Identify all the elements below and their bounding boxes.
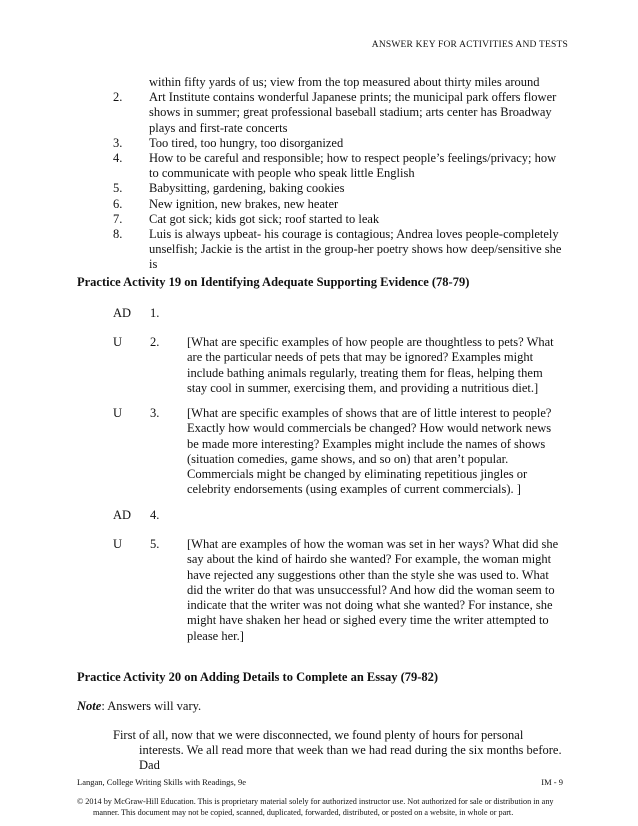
list-item xyxy=(113,181,573,196)
numbered-answer-list xyxy=(113,75,573,273)
essay-line: First of all, now that we were disconnected, we found plenty of hours for personal xyxy=(113,728,524,742)
list-item xyxy=(113,227,573,273)
item-text: [What are specific examples of how people are thoughtless to pets? What are the particular needs of pets that may be ignored? Examples might include bathing animals regularly, treating them for fleas, helping them stay cool in summer, exercising them, and providing a nutritious diet.] xyxy=(187,335,554,395)
item-number: 2. xyxy=(150,335,160,349)
item-text: New ignition, new brakes, new heater xyxy=(149,196,339,211)
activity-item xyxy=(113,306,573,321)
item-number: 1. xyxy=(150,306,160,320)
item-text xyxy=(187,508,573,523)
essay-paragraph xyxy=(113,728,575,774)
item-text xyxy=(187,306,573,321)
item-number xyxy=(113,75,149,90)
item-text: [What are specific examples of shows that are of little interest to people? Exactly how would commercials be changed? How would network news be made more interesting? Examples might include the names of shows (situation comedies, game shows, and so on) that aren’t popular. Commercials might be changed by eliminating repetitious jingles or celebrity endorsements (using examples of current commercials). ] xyxy=(187,406,552,497)
item-number: 6. xyxy=(113,196,123,211)
item-code: U xyxy=(113,335,123,349)
item-text: How to be careful and responsible; how to respect people’s feelings/privacy; how to communicate with people who speak little English xyxy=(149,151,557,181)
item-text: Babysitting, gardening, baking cookies xyxy=(149,181,345,196)
item-number: 7. xyxy=(113,211,123,226)
item-text: [What are examples of how the woman was set in her ways? What did she say about the kind of hairdo she wanted? For example, the woman might have rejected any suggestions other than the style she was used to. What did the writer do that was unsuccessful? And how did the woman seem to indicate that the writer was not doing what she wanted? For instance, she might have shaken her head or sighed every time the writer attempted to please her.] xyxy=(187,537,559,643)
item-number: 3. xyxy=(150,406,160,420)
list-item xyxy=(113,90,573,136)
item-number: 4. xyxy=(113,151,123,166)
note-label: Note xyxy=(77,699,102,713)
item-code: U xyxy=(113,537,123,551)
note-line xyxy=(77,699,201,714)
item-number: 5. xyxy=(150,537,160,551)
running-header: ANSWER KEY FOR ACTIVITIES AND TESTS xyxy=(371,40,568,50)
item-number: 2. xyxy=(113,90,123,105)
footer-page-number: IM - 9 xyxy=(541,777,563,787)
copyright-line: © 2014 by McGraw-Hill Education. This is proprietary material solely for authorized instructor use. Not authorized for sale or distribution in any xyxy=(77,797,554,806)
item-text: Luis is always upbeat- his courage is contagious; Andrea loves people-completely unselfish; Jackie is the artist in the group-her poetry shows how deep/sensitive she is xyxy=(149,227,562,272)
activity-item xyxy=(113,508,573,523)
item-number: 5. xyxy=(113,181,123,196)
copyright-line: manner. This document may not be copied, scanned, duplicated, forwarded, distributed, or posted on a website, in whole or part. xyxy=(93,808,514,817)
activity-item xyxy=(113,335,573,396)
essay-line: interests. We all read more that week than we had read during the six months before. Dad xyxy=(139,743,562,773)
item-text: Cat got sick; kids got sick; roof started to leak xyxy=(149,211,380,226)
page-footer xyxy=(77,777,563,787)
item-code: AD xyxy=(113,508,132,522)
item-code: U xyxy=(113,406,123,420)
item-number: 4. xyxy=(150,508,160,522)
item-number: 3. xyxy=(113,135,123,150)
list-item xyxy=(113,75,573,90)
item-text: within fifty yards of us; view from the top measured about thirty miles around xyxy=(149,75,540,89)
note-text: : Answers will vary. xyxy=(101,699,202,713)
footer-book-title: Langan, College Writing Skills with Readings, 9e xyxy=(77,777,247,787)
item-code: AD xyxy=(113,306,132,320)
activity19-heading: Practice Activity 19 on Identifying Adequate Supporting Evidence (78-79) xyxy=(77,275,470,289)
item-number: 8. xyxy=(113,227,123,242)
list-item xyxy=(113,197,573,212)
activity-item xyxy=(113,406,573,498)
item-text: Too tired, too hungry, too disorganized xyxy=(149,135,344,150)
activity20-heading: Practice Activity 20 on Adding Details to Complete an Essay (79-82) xyxy=(77,670,439,684)
list-item xyxy=(113,136,573,151)
list-item xyxy=(113,151,573,181)
copyright-notice xyxy=(77,796,563,818)
activity-item xyxy=(113,537,573,644)
list-item xyxy=(113,212,573,227)
item-text: Art Institute contains wonderful Japanese prints; the municipal park offers flower shows in summer; great professional baseball stadium; arts center has Broadway plays and first-rate concerts xyxy=(149,90,557,135)
